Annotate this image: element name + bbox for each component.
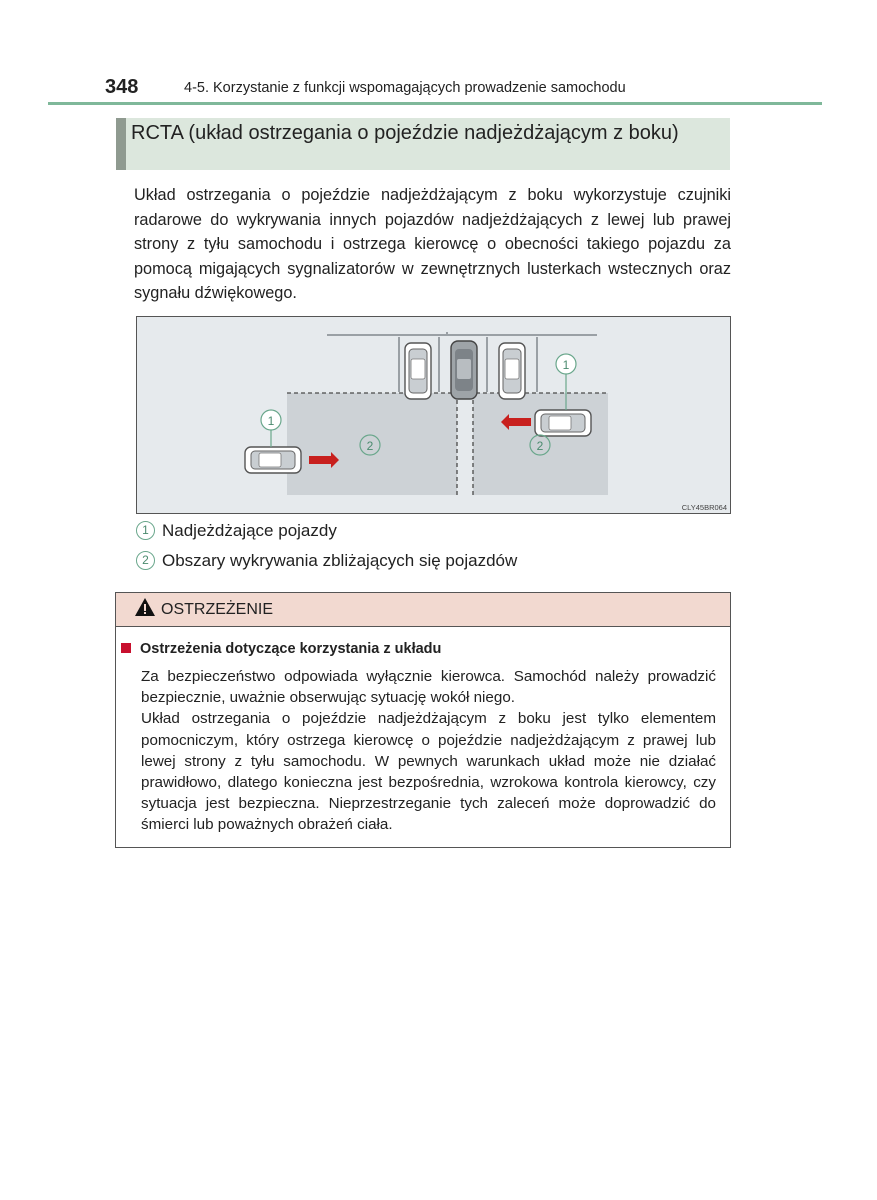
- figure-code: CLY45BR064: [681, 503, 727, 512]
- warning-triangle-icon: [134, 597, 156, 622]
- svg-text:1: 1: [267, 414, 275, 428]
- warning-subheading-text: Ostrzeżenia dotyczące korzystania z układu: [140, 641, 442, 657]
- own-car: [451, 341, 477, 399]
- page-number: 348: [105, 76, 139, 98]
- chapter-title: 4-5. Korzystanie z funkcji wspomagających prowadzenie samochodu: [184, 80, 626, 96]
- callout-1-right: [556, 354, 576, 374]
- warning-header: [116, 593, 730, 627]
- parked-car-2: [499, 343, 525, 399]
- section-title: RCTA (układ ostrzegania o pojeździe nadjeżdżającym z boku): [116, 118, 730, 170]
- parked-car-1: [405, 343, 431, 399]
- warning-paragraph-1: Za bezpieczeństwo odpowiada wyłącznie kierowca. Samochód należy prowadzić bezpiecznie, uważnie obserwując sytuację wokół niego.: [141, 668, 716, 707]
- callout-1-left: [261, 410, 281, 430]
- intro-paragraph: Układ ostrzegania o pojeździe nadjeżdżającym z boku wykorzystuje czujniki radarowe do wykrywania innych pojazdów nadjeżdżających z lewej lub prawej strony z tyłu samochodu i ostrzega kierowcę o obecności takiego pojazdu za pomocą migających sygnalizatorów w zewnętrznych lusterkach wstecznych oraz sygnału dźwiękowego.: [134, 186, 731, 303]
- legend-text-2: Obszary wykrywania zbliżających się pojazdów: [162, 551, 518, 570]
- legend-number-1: 1: [136, 521, 155, 540]
- red-square-bullet-icon: [121, 643, 131, 653]
- warning-subheading: [121, 641, 441, 657]
- warning-paragraph-2: Układ ostrzegania o pojeździe nadjeżdżającym z boku jest tylko elementem pomocniczym, który ostrzega kierowcę o pojeździe nadjeżdżającym z prawej lub lewej strony z tyłu samochodu. W pewnych warunkach układ może nie działać prawidłowo, dlatego konieczna jest bezpośrednia, wzrokowa kontrola kierowcy, czy sytuacja jest bezpieczna. Nieprzestrzeganie tych zaleceń może doprowadzić do śmierci lub poważnych obrażeń ciała.: [141, 710, 716, 834]
- rcta-diagram: [136, 316, 731, 514]
- legend-item-1: [136, 521, 337, 541]
- svg-text:1: 1: [562, 358, 570, 372]
- legend-item-2: [136, 551, 517, 571]
- svg-text:2: 2: [536, 439, 544, 453]
- header-divider: [48, 102, 822, 105]
- warning-box: [115, 592, 731, 848]
- rcta-diagram-svg: [137, 317, 730, 513]
- approaching-vehicle-right: [535, 410, 591, 436]
- legend-number-2: 2: [136, 551, 155, 570]
- legend-text-1: Nadjeżdżające pojazdy: [162, 521, 337, 540]
- warning-body: [141, 666, 716, 836]
- approaching-vehicle-left: [245, 447, 301, 473]
- svg-text:2: 2: [366, 439, 374, 453]
- warning-title: OSTRZEŻENIE: [161, 600, 274, 618]
